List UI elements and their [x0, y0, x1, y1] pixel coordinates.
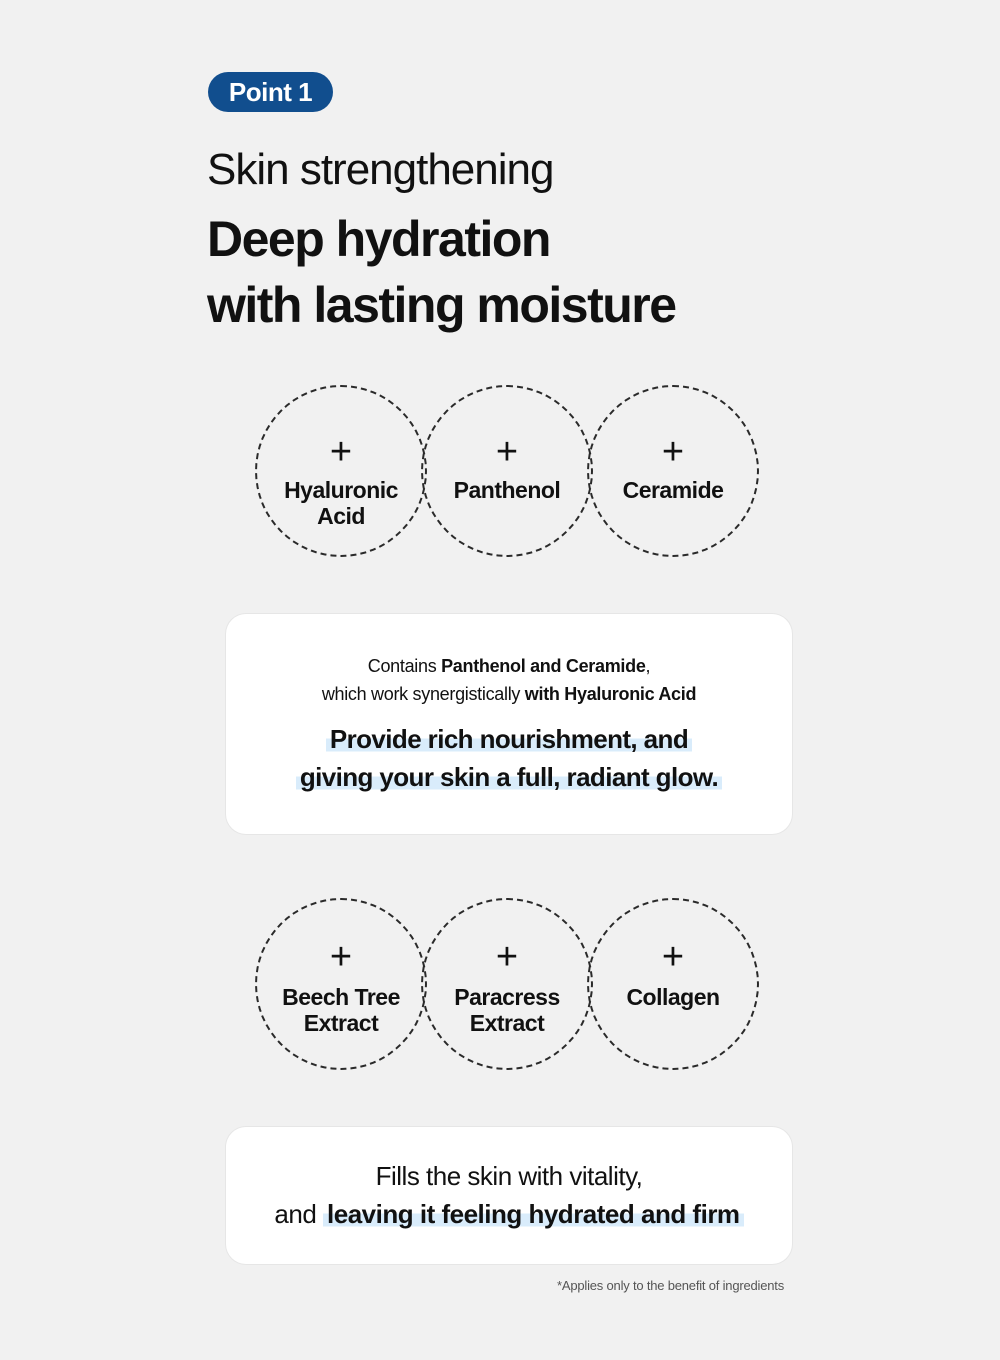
headline-line-2: with lasting moisture [207, 277, 676, 333]
ingredient-circle-collagen [587, 898, 759, 1070]
benefit-card-1 [226, 614, 792, 834]
ingredient-label-line-1: Ceramide [622, 477, 724, 503]
card1-highlight-line-2: giving your skin a full, radiant glow. [226, 758, 792, 796]
ingredient-label [257, 477, 425, 529]
ingredient-circle-beech-tree-extract [255, 898, 427, 1070]
section-subtitle: Skin strengthening [207, 145, 554, 194]
plus-icon: + [495, 936, 519, 978]
ingredient-label-line-2: Acid [317, 503, 365, 529]
headline-line-1: Deep hydration [207, 211, 550, 267]
plus-icon: + [495, 431, 519, 473]
plus-icon: + [661, 936, 685, 978]
ingredient-label-line-2: Extract [303, 1010, 379, 1036]
section-headline [207, 206, 676, 338]
ingredient-circle-hyaluronic-acid [255, 385, 427, 557]
card2-text-line-1: Fills the skin with vitality, [375, 1161, 643, 1191]
ingredient-label [423, 984, 591, 1036]
ingredient-label [257, 984, 425, 1036]
ingredient-circles-row-1 [255, 385, 765, 565]
ingredient-label-line-1: Hyaluronic [284, 477, 398, 503]
point-badge: Point 1 [208, 72, 333, 112]
card1-text-line-1: Contains Panthenol and Ceramide, [367, 656, 651, 676]
plus-icon: + [661, 431, 685, 473]
ingredient-circle-ceramide [587, 385, 759, 557]
ingredient-label [423, 477, 591, 503]
ingredient-label-line-1: Panthenol [453, 477, 561, 503]
plus-icon: + [329, 936, 353, 978]
ingredient-circles-row-2 [255, 898, 765, 1078]
benefit-card-2 [226, 1127, 792, 1264]
ingredient-label-line-1: Paracress [454, 984, 560, 1010]
ingredient-label-line-1: Beech Tree [282, 984, 400, 1010]
card1-highlight-line-1: Provide rich nourishment, and [226, 720, 792, 758]
footnote: *Applies only to the benefit of ingredients [557, 1278, 784, 1293]
ingredient-label-line-1: Collagen [626, 984, 720, 1010]
card2-text-line-2: and leaving it feeling hydrated and firm [226, 1195, 792, 1233]
ingredient-label [589, 984, 757, 1010]
plus-icon: + [329, 431, 353, 473]
card1-text-line-2: which work synergistically with Hyaluronic Acid [321, 684, 697, 704]
ingredient-label [589, 477, 757, 503]
ingredient-label-line-2: Extract [469, 1010, 545, 1036]
ingredient-circle-paracress-extract [421, 898, 593, 1070]
ingredient-circle-panthenol [421, 385, 593, 557]
